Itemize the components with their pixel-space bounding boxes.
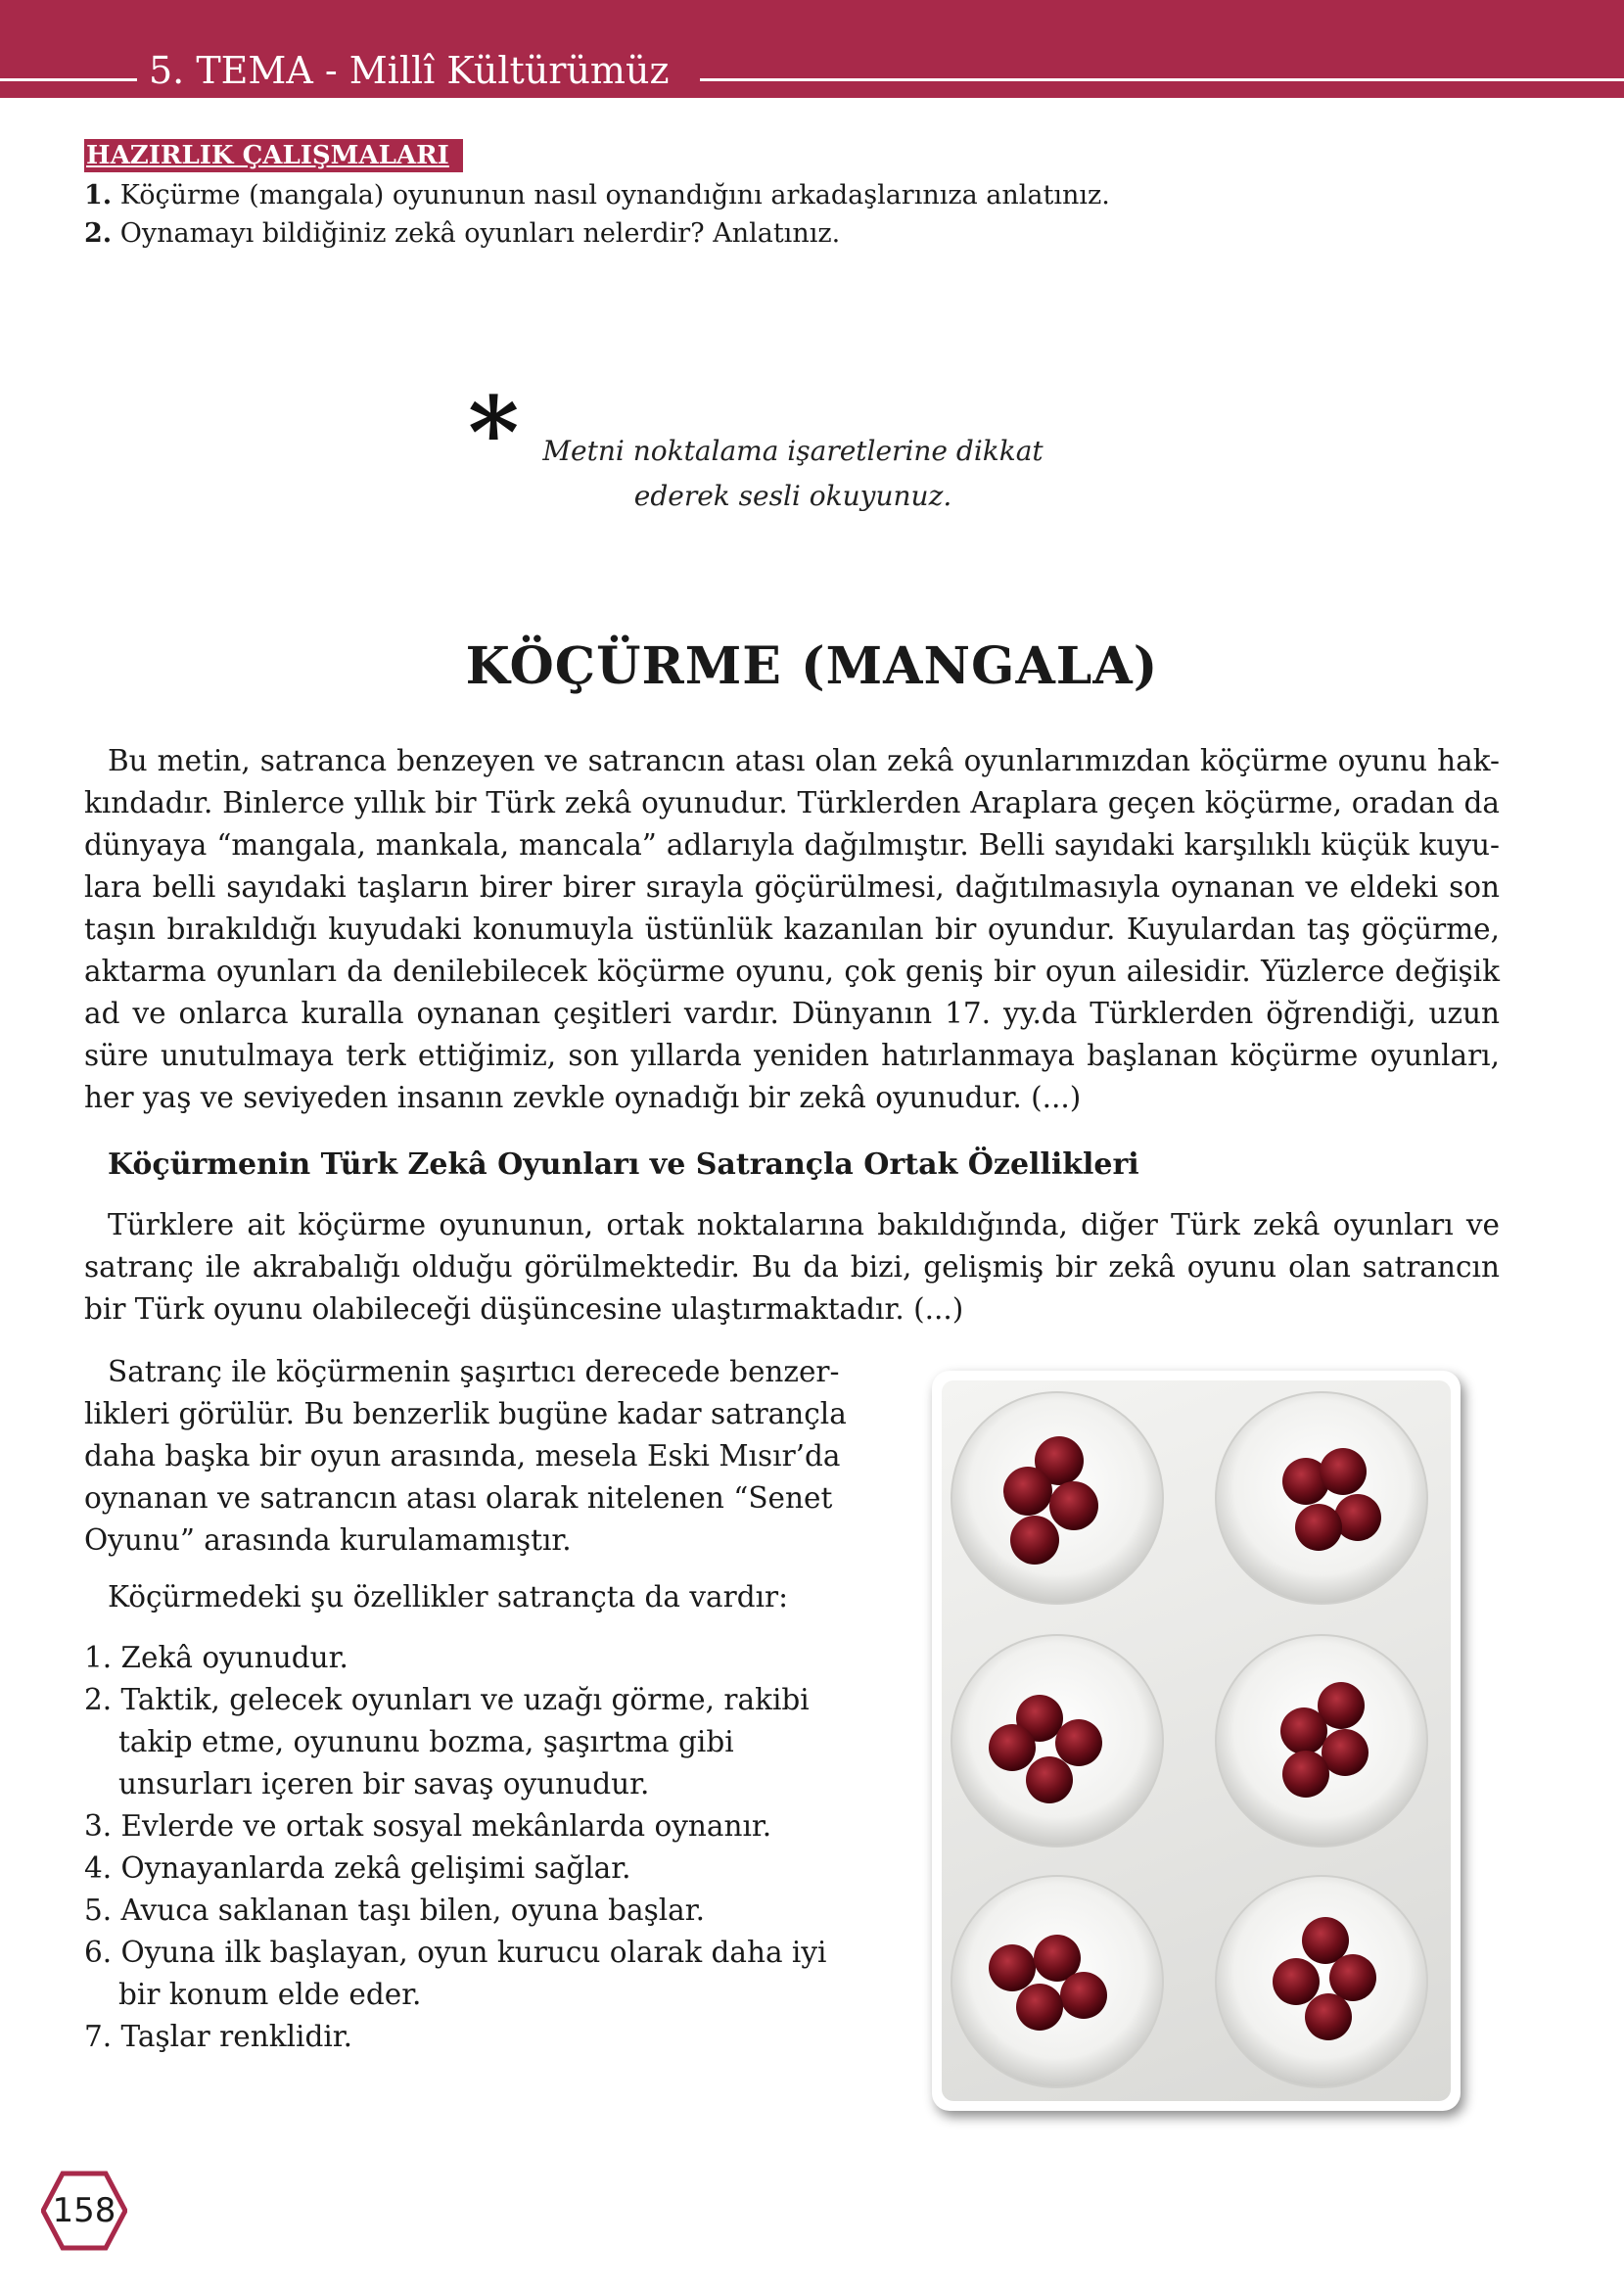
features-intro: Köçürmedeki şu özellikler satrançta da vardır: xyxy=(108,1580,789,1613)
preparation-question xyxy=(84,180,1110,210)
mangala-board-icon xyxy=(942,1380,1451,2101)
page-number-text: 158 xyxy=(52,2191,116,2230)
reading-instruction xyxy=(529,429,1057,519)
pit xyxy=(951,1876,1163,2087)
text-line: süre unutulmaya terk ettiğimiz, son yıllarda yeniden hatırlanmaya başlanan köçürme oyunları, xyxy=(84,1039,1500,1072)
text-line: oynanan ve satrancın atası olarak nitelenen “Senet xyxy=(84,1481,833,1515)
pit xyxy=(951,1392,1163,1604)
pit xyxy=(1216,1635,1427,1847)
header-rule-left xyxy=(0,78,137,81)
asterisk-icon: * xyxy=(468,375,520,491)
text-line: satranç ile akrabalığı olduğu görülmektedir. Bu da bizi, gelişmiş bir zekâ oyunu olan satrancın xyxy=(84,1250,1500,1284)
list-item: 1. Zekâ oyunudur. xyxy=(84,1641,348,1674)
question-text: Oynamayı bildiğiniz zekâ oyunları nelerdir? Anlatınız. xyxy=(119,218,841,249)
theme-title: 5. TEMA - Millî Kültürümüz xyxy=(149,49,670,92)
list-item: 7. Taşlar renklidir. xyxy=(84,2020,352,2053)
list-item: 3. Evlerde ve ortak sosyal mekânlarda oynanır. xyxy=(84,1809,772,1843)
question-number: 2. xyxy=(84,218,113,249)
header-bar xyxy=(0,0,1624,98)
instruction-line: ederek sesli okuyunuz. xyxy=(633,480,952,512)
text-line: daha başka bir oyun arasında, mesela Eski Mısır’da xyxy=(84,1439,841,1473)
text-line: Satranç ile köçürmenin şaşırtıcı derecede benzer- xyxy=(108,1355,840,1388)
section-heading: Köçürmenin Türk Zekâ Oyunları ve Satrançla Ortak Özellikleri xyxy=(108,1147,1139,1182)
comparison-paragraph xyxy=(84,1351,847,1562)
text-line: ad ve onlarca kuralla oynanan çeşitleri vardır. Dünyanın 17. yy.da Türklerden öğrendiği, uzun xyxy=(84,997,1500,1030)
list-item: 5. Avuca saklanan taşı bilen, oyuna başlar. xyxy=(84,1894,705,1927)
list-item: 2. Taktik, gelecek oyunları ve uzağı görme, rakibi takip etme, oyununu bozma, şaşırtma gibi unsurları içeren bir savaş oyunudur. xyxy=(84,1683,810,1800)
text-line: Bu metin, satranca benzeyen ve satrancın atası olan zekâ oyunlarımızdan köçürme oyunu hak- xyxy=(108,744,1500,777)
text-line: Türklere ait köçürme oyununun, ortak noktalarına bakıldığında, diğer Türk zekâ oyunları ve xyxy=(108,1208,1500,1241)
list-item: 6. Oyuna ilk başlayan, oyun kurucu olarak daha iyi bir konum elde eder. xyxy=(84,1936,827,2011)
mangala-board-image xyxy=(942,1380,1451,2101)
features-list xyxy=(84,1637,844,2058)
text-line: bir Türk oyunu olabileceği düşüncesine ulaştırmaktadır. (...) xyxy=(84,1292,964,1326)
text-line: taşın bırakıldığı kuyudaki konumuyla üstünlük kazanılan bir oyundur. Kuyulardan taş göçürme, xyxy=(84,912,1500,946)
list-item: 4. Oynayanlarda zekâ gelişimi sağlar. xyxy=(84,1851,631,1885)
question-text: Köçürme (mangala) oyununun nasıl oynandığını arkadaşlarınıza anlatınız. xyxy=(119,180,1110,210)
page-title: KÖÇÜRME (MANGALA) xyxy=(465,636,1159,696)
preparation-label: HAZIRLIK ÇALIŞMALARI xyxy=(84,139,463,172)
relation-paragraph xyxy=(84,1204,1500,1331)
text-line: likleri görülür. Bu benzerlik bugüne kadar satrançla xyxy=(84,1397,847,1430)
pit xyxy=(1216,1392,1427,1604)
text-line: her yaş ve seviyeden insanın zevkle oynadığı bir zekâ oyunudur. (...) xyxy=(84,1081,1082,1114)
intro-paragraph xyxy=(84,740,1500,1119)
text-line: kındadır. Binlerce yıllık bir Türk zekâ oyunudur. Türklerden Araplara geçen köçürme, oradan da xyxy=(84,786,1500,819)
text-line: lara belli sayıdaki taşların birer birer sırayla göçürülmesi, dağıtılmasıyla oynanan ve eldeki son xyxy=(84,870,1500,904)
instruction-line: Metni noktalama işaretlerine dikkat xyxy=(542,435,1044,467)
text-line: dünyaya “mangala, mankala, mancala” adlarıyla dağılmıştır. Belli sayıdaki karşılıklı küçük kuyu- xyxy=(84,828,1500,862)
text-line: aktarma oyunları da denilebilecek köçürme oyunu, çok geniş bir oyun ailesidir. Yüzlerce değişik xyxy=(84,955,1500,988)
question-number: 1. xyxy=(84,180,113,210)
header-rule-right xyxy=(700,78,1624,81)
page-number xyxy=(41,2170,127,2252)
mangala-photo xyxy=(932,1371,1461,2111)
pit xyxy=(1216,1876,1427,2087)
text-line: Oyunu” arasında kurulamamıştır. xyxy=(84,1523,572,1557)
pit xyxy=(951,1635,1163,1847)
preparation-question xyxy=(84,218,840,249)
